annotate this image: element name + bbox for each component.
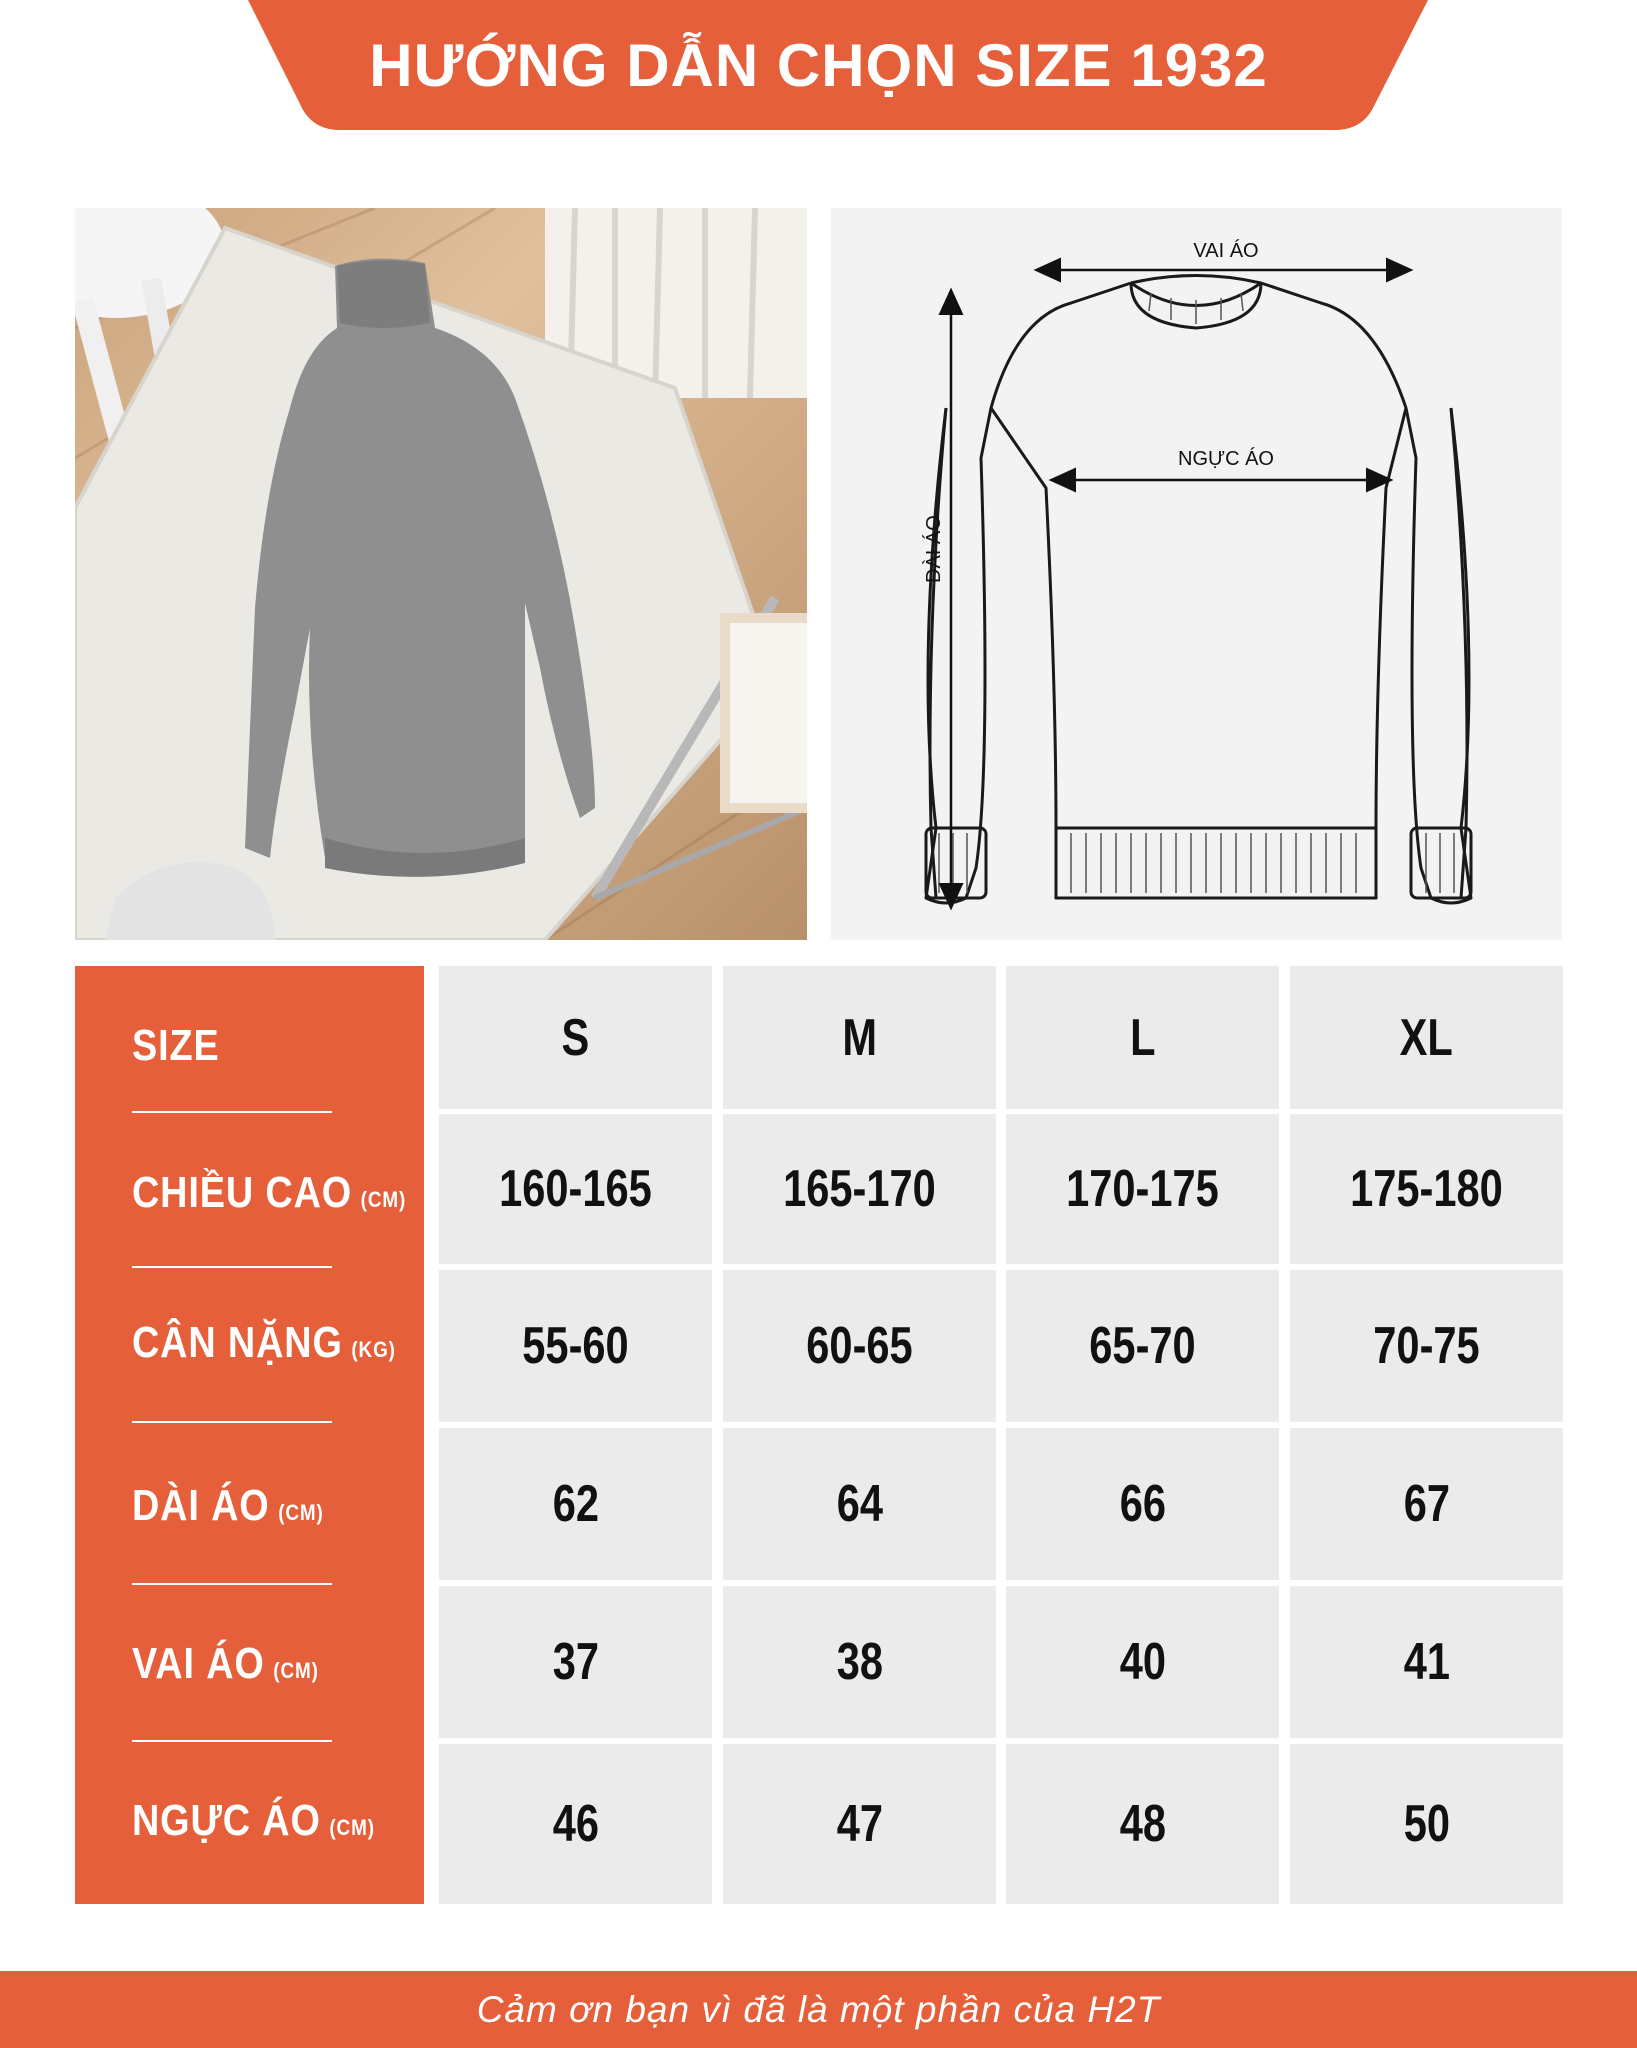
size-header-xl: XL	[1290, 966, 1563, 1109]
table-cell: 70-75	[1290, 1270, 1563, 1422]
row-label-size	[132, 1021, 220, 1071]
table-cell: 165-170	[723, 1114, 996, 1264]
row-label-text: CÂN NẶNG	[132, 1318, 343, 1367]
shoulder-label: VAI ÁO	[1193, 240, 1259, 262]
row-label-text: VAI ÁO	[132, 1639, 265, 1688]
table-cell: 60-65	[723, 1270, 996, 1422]
row-divider	[132, 1421, 332, 1423]
table-cell: 38	[723, 1586, 996, 1738]
row-label-text: NGỰC ÁO	[132, 1796, 321, 1845]
table-cell: 65-70	[1006, 1270, 1279, 1422]
table-cell: 46	[439, 1744, 712, 1904]
table-cell: 170-175	[1006, 1114, 1279, 1264]
table-cell: 47	[723, 1744, 996, 1904]
row-divider	[132, 1583, 332, 1585]
footer-text: Cảm ơn bạn vì đã là một phần của H2T	[476, 1988, 1161, 2030]
row-label-weight	[132, 1318, 396, 1368]
table-cell: 66	[1006, 1428, 1279, 1580]
table-cell: 62	[439, 1428, 712, 1580]
row-unit: (CM)	[278, 1500, 324, 1525]
header-banner	[0, 0, 1637, 135]
row-label-text: SIZE	[132, 1021, 220, 1070]
table-cell: 41	[1290, 1586, 1563, 1738]
table-cell: 40	[1006, 1586, 1279, 1738]
page-title: HƯỚNG DẪN CHỌN SIZE 1932	[369, 31, 1268, 99]
size-header-l: L	[1006, 966, 1279, 1109]
row-divider	[132, 1266, 332, 1268]
row-label-chest	[132, 1796, 375, 1846]
measurement-diagram	[831, 208, 1562, 940]
row-unit: (CM)	[360, 1187, 407, 1212]
row-unit: (CM)	[273, 1658, 319, 1683]
footer-banner	[0, 1971, 1637, 2048]
row-divider	[132, 1111, 332, 1113]
table-cell: 64	[723, 1428, 996, 1580]
size-header-s: S	[439, 966, 712, 1109]
row-label-height	[132, 1168, 406, 1218]
table-cell: 50	[1290, 1744, 1563, 1904]
size-table-labels	[75, 966, 424, 1904]
table-cell: 175-180	[1290, 1114, 1563, 1264]
table-cell: 67	[1290, 1428, 1563, 1580]
table-cell: 37	[439, 1586, 712, 1738]
row-label-length	[132, 1481, 324, 1531]
row-divider	[132, 1740, 332, 1742]
table-cell: 55-60	[439, 1270, 712, 1422]
row-unit: (KG)	[351, 1337, 396, 1362]
product-photo	[75, 208, 807, 940]
chest-label: NGỰC ÁO	[1178, 448, 1274, 470]
row-unit: (CM)	[329, 1815, 375, 1840]
row-label-shoulder	[132, 1639, 319, 1689]
row-label-text: CHIỀU CAO	[132, 1168, 353, 1217]
table-cell: 160-165	[439, 1114, 712, 1264]
length-label: DÀI ÁO	[923, 515, 945, 583]
table-cell: 48	[1006, 1744, 1279, 1904]
row-label-text: DÀI ÁO	[132, 1481, 270, 1530]
size-header-m: M	[723, 966, 996, 1109]
